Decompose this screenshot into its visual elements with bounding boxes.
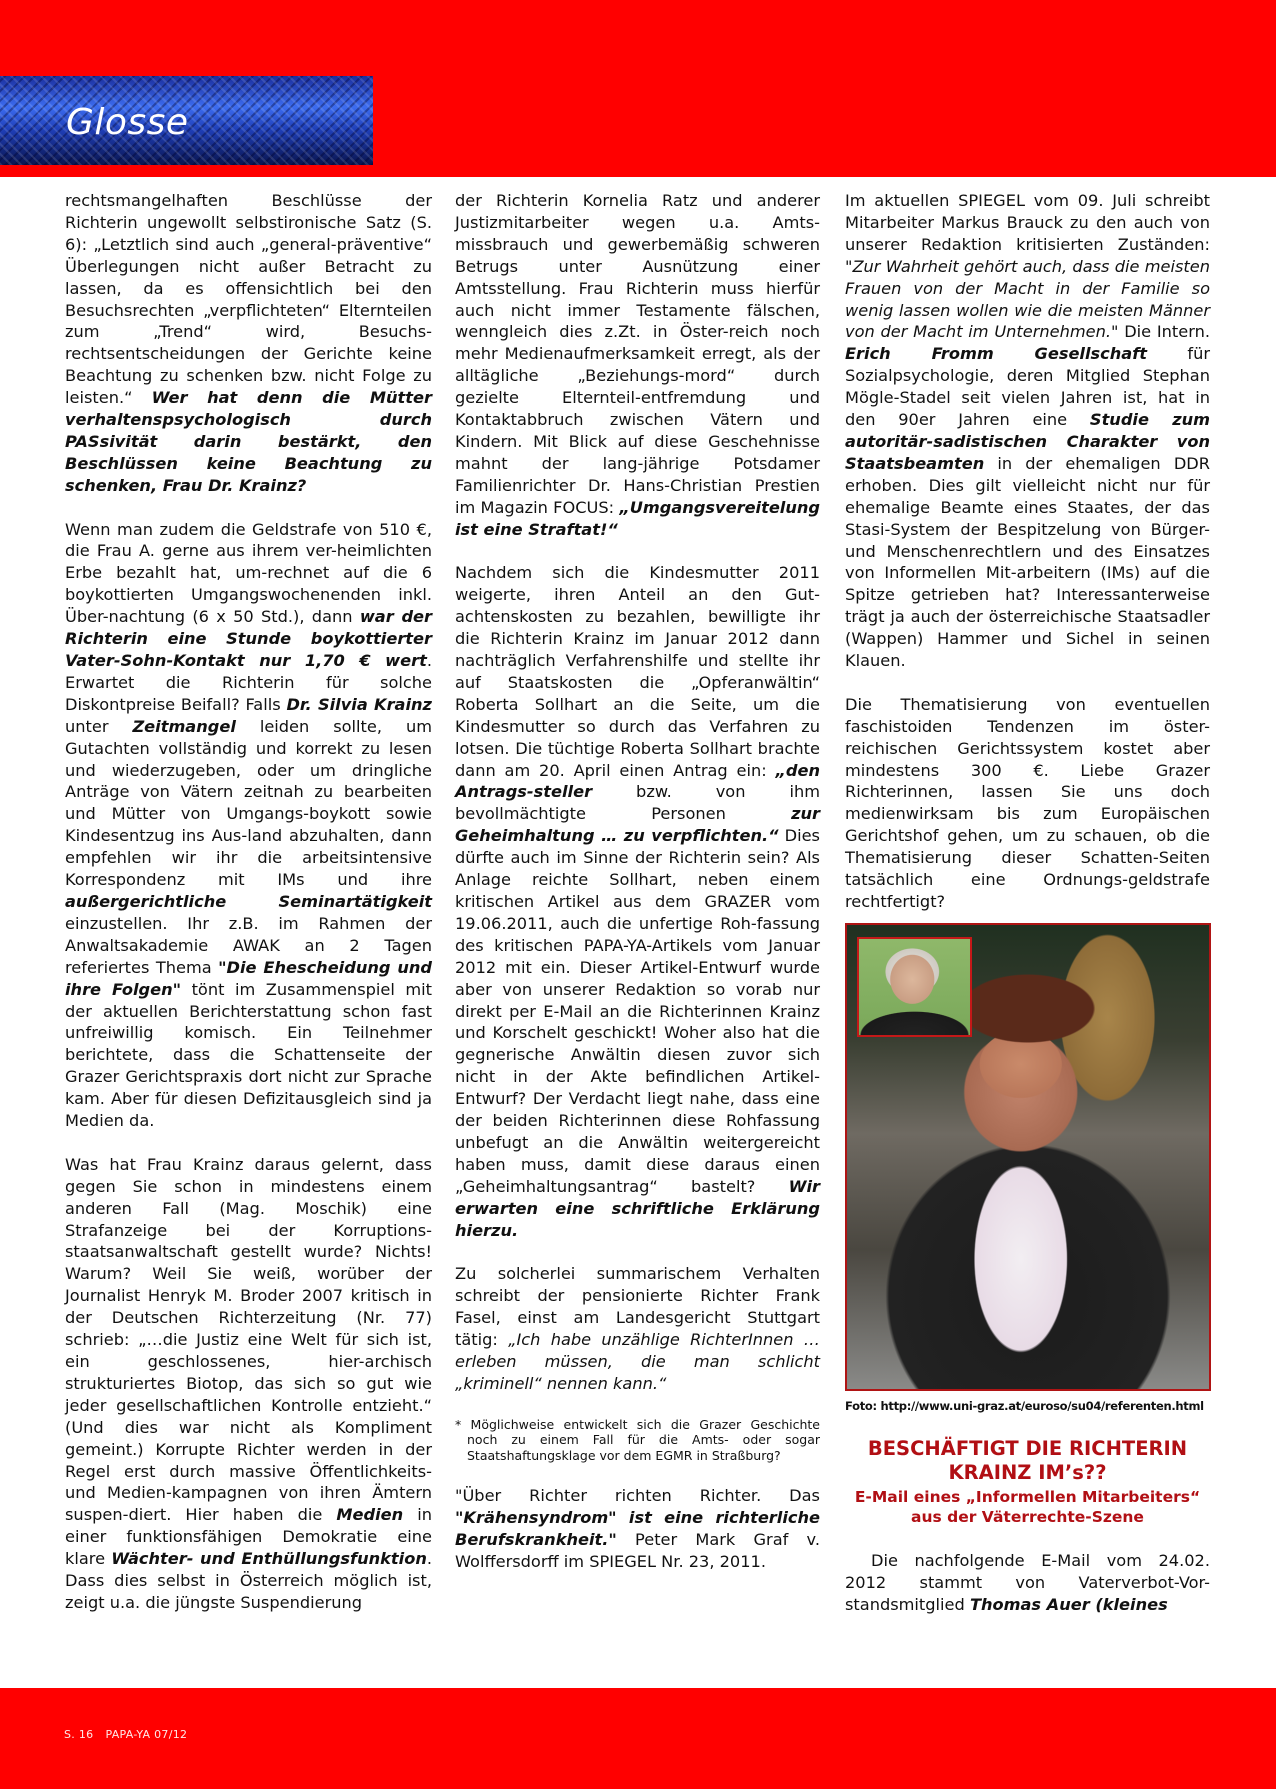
paragraph — [455, 562, 820, 1241]
text: Peter Mark Graf v. Wolffersdorff im SPIEGEL Nr. 23, 2011. — [455, 1530, 820, 1571]
paragraph — [455, 190, 820, 541]
paragraph — [65, 1154, 432, 1614]
text: leiden sollte, um Gutachten vollständig und korrekt zu lesen und wiederzugeben, oder um dringliche Anträge von Vätern zeitnah zu bearbeiten und Mütter von Umgangs-boykott sowie Kindesentzug ins Aus-land abzuhalten, dann empfehlen wir ihr die arbeitsintensive Korrespondenz mit IMs und ihre — [65, 716, 432, 890]
paragraph — [65, 190, 432, 497]
article-column-1 — [65, 190, 432, 1614]
text: tönt im Zusammenspiel mit der aktuellen Berichterstattung schon fast unfreiwillig komisch. Ein Teilnehmer berichtete, dass die Schattenseite der Grazer Gerichtspraxis dort nicht zur Sprache kam. Aber für diesen Defizitausgleich sind ja Medien da. — [65, 979, 432, 1131]
emphasis: Erich Fromm Gesellschaft — [845, 344, 1147, 364]
article-column-2 — [455, 190, 820, 1573]
paragraph — [65, 519, 432, 1132]
text: einzustellen. Ihr z.B. im Rahmen der Anwaltsakademie AWAK an 2 Tagen referiertes Thema — [65, 913, 432, 977]
text: Im aktuellen SPIEGEL vom 09. Juli schreibt Mitarbeiter Markus Brauck zu den auch von unserer Redaktion kritisierten Zuständen: — [845, 191, 1210, 254]
inset-photo-man — [857, 937, 972, 1037]
emphasis: Wer hat denn die Mütter verhaltenspsychologisch durch PASsivität darin bestärkt, den Beschlüssen keine Beachtung zu schenken, Frau Dr. Krainz? — [65, 388, 432, 495]
section-title: Glosse — [66, 102, 189, 143]
emphasis: „Umgangsvereitelung ist eine Straftat!“ — [455, 497, 820, 539]
photo-woman-at-cafe — [845, 923, 1211, 1391]
text: Die Intern. — [1118, 322, 1211, 342]
article-column-3 — [845, 190, 1210, 1616]
emphasis: "Die Ehescheidung und ihre Folgen" — [65, 957, 433, 999]
text: bzw. von ihm bevollmächtigte Personen — [455, 782, 820, 824]
quote: „Ich habe unzählige RichterInnen … erleben müssen, die man schlicht „kriminell“ nennen kann.“ — [455, 1330, 820, 1393]
quote: "Zur Wahrheit gehört auch, dass die meisten Frauen von der Macht in der Familie so wenig lassen wollen wie die meisten Männer von der Macht im Unternehmen." — [845, 256, 1210, 342]
section-banner — [0, 76, 373, 165]
text: Was hat Frau Krainz daraus gelernt, dass gegen Sie schon in mindestens einem anderen Fall (Mag. Moschik) eine Strafanzeige bei der Korruptions-staatsanwaltschaft gestellt wurde? Nichts! Warum? Weil Sie weiß, worüber der Journalist Henryk M. Broder 2007 kritisch in der Deutschen Richterzeitung (Nr. 77) schrieb: „…die Justiz eine Welt für sich ist, ein geschlossenes, hier-archisch strukturiertes Biotop, das sich so gut wie jeder gesellschaftlichen Kontrolle entzieht.“ (Und dies war nicht als Kompliment gemeint.) Korrupte Richter werden in der Regel erst durch massive Öffentlichkeits- und Medien-kampagnen von ihren Ämtern suspen-diert. Hier haben die — [65, 1154, 432, 1525]
page-number: S. 16 — [64, 1728, 94, 1741]
emphasis: Wir erwarten eine schriftliche Erklärung hierzu. — [455, 1176, 820, 1240]
pull-quote — [455, 1485, 820, 1573]
sidebar-headline-block — [845, 1437, 1210, 1528]
text: rechtsmangelhaften Beschlüsse der Richterin ungewollt selbstironische Satz (S. 6): „Letztlich sind auch „general-präventive“ Überlegungen nicht außer Betracht zu lassen, da es offensichtlich bei den Besuchsrechten „verpflichteten“ Elternteilen zum „Trend“ wird, Besuchs-rechtsentscheidungen der Gerichte keine Beachtung zu schenken bzw. nicht Folge zu leisten.“ — [65, 191, 432, 408]
text: "Über Richter richten Richter. Das — [455, 1486, 820, 1506]
emphasis: Medien — [336, 1505, 404, 1525]
emphasis: war der Richterin eine Stunde boykottierter Vater-Sohn-Kontakt nur 1,70 € wert — [65, 607, 433, 671]
text: in einer funktionsfähigen Demokratie eine klare — [65, 1505, 432, 1569]
photo-caption: Foto: http://www.uni-graz.at/euroso/su04/referenten.html — [845, 1398, 1204, 1413]
text: Dies dürfte auch im Sinne der Richterin sein? Als Anlage reichte Sollhart, neben einem kritischen Artikel aus dem GRAZER vom 19.06.2011, auch die unfertige Roh-fassung des kritischen PAPA-YA-Artikels vom Januar 2012 mit ein. Dieser Artikel-Entwurf wurde aber von unserer Redaktion so vorab nur direkt per E-Mail an die Richterinnen Krainz und Korschelt geschickt! Woher also hat die gegnerische Anwältin diesen zuvor sich nicht in der Akte befindlichen Artikel-Entwurf? Der Verdacht liegt nahe, dass eine der beiden Richterinnen diese Rohfassung unbefugt an die Anwältin weitergereicht haben muss, damit diese daraus einen „Geheimhaltungsantrag“ bastelt? — [455, 826, 820, 1196]
page-folio — [64, 1728, 187, 1741]
emphasis: "Krähensyndrom" ist eine richterliche Berufskrankheit." — [455, 1508, 820, 1550]
emphasis: zur Geheimhaltung … zu verpflichten.“ — [455, 804, 820, 846]
emphasis: Dr. Silvia Krainz — [286, 694, 432, 714]
emphasis: „den Antrags-steller — [455, 760, 820, 802]
issue-label: PAPA-YA 07/12 — [105, 1728, 188, 1741]
text: . Dass dies selbst in Österreich möglich ist, zeigt u.a. die jüngste Suspendierung — [65, 1549, 432, 1612]
footnote: * Möglichweise entwickelt sich die Grazer Geschichte noch zu einem Fall für die Amts- oder sogar Staatshaftungsklage vor dem EGMR in Straßburg? — [455, 1416, 820, 1463]
paragraph: Die Thematisierung von eventuellen faschistoiden Tendenzen im öster-reichischen Gerichtssystem kostet aber mindestens 300 €. Liebe Grazer Richterinnen, lassen Sie uns doch medienwirksam bis zum Europäischen Gerichtshof gehen, um zu schauen, ob die Thematisierung dieser Schatten-Seiten tatsächlich eine Ordnungs-geldstrafe rechtfertigt? — [845, 694, 1210, 911]
text: Die nachfolgende E-Mail vom 24.02. 2012 stammt von Vaterverbot-Vor-standsmitglied — [845, 1550, 1210, 1614]
text: . Erwartet die Richterin für solche Diskontpreise Beifall? Falls — [65, 651, 432, 714]
text: Zu solcherlei summarischem Verhalten schreibt der pensionierte Richter Frank Fasel, einst am Landesgericht Stuttgart tätig: — [455, 1264, 820, 1350]
emphasis: Thomas Auer (kleines — [969, 1594, 1168, 1614]
paragraph — [845, 190, 1210, 672]
emphasis: Wächter- und Enthüllungsfunktion — [111, 1549, 427, 1569]
text: unter — [65, 716, 133, 736]
emphasis: Zeitmangel — [132, 716, 236, 736]
emphasis: Studie zum autoritär-sadistischen Charakter von Staatsbeamten — [845, 410, 1211, 473]
text: für Sozialpsychologie, deren Mitglied Stephan Mögle-Stadel seit vielen Jahren ist, hat in den 90er Jahren eine — [845, 344, 1210, 430]
footer-band — [0, 1688, 1276, 1789]
text: Wenn man zudem die Geldstrafe von 510 €, die Frau A. gerne aus ihrem ver-heimlichten Erbe bezahlt hat, um-rechnet auf die 6 boykottierten Umgangswochenenden inkl. Über-nachtung (6 x 50 Std.), dann — [65, 519, 432, 627]
sidebar-subheadline: E-Mail eines „Informellen Mitarbeiters“ aus der Väterrechte-Szene — [854, 1487, 1201, 1527]
sidebar-headline: BESCHÄFTIGT DIE RICHTERIN KRAINZ IM’s?? — [867, 1436, 1188, 1484]
text: Nachdem sich die Kindesmutter 2011 weigerte, ihren Anteil an den Gut-achtenskosten zu bezahlen, bewilligte ihr die Richterin Krainz im Januar 2012 dann nachträglich Verfahrenshilfe und stellte ihr auf Staatskosten die „Opferanwältin“ Roberta Sollhart an die Seite, um die Kindesmutter so durch das Verfahren zu lotsen. Die tüchtige Roberta Sollhart brachte dann am 20. April einen Antrag ein: — [455, 563, 820, 780]
text: in der ehemaligen DDR erhoben. Dies gilt vielleicht nicht nur für ehemalige Beamte eines Staates, der das Stasi-System der Bespitzelung von Bürger- und Menschenrechtlern und des Einsatzes von Informellen Mit-arbeitern (IMs) auf die Spitze getrieben hat? Interessanterweise trägt ja auch der österreichische Staatsadler (Wappen) Hammer und Sichel in seinen Klauen. — [845, 453, 1210, 671]
emphasis: außergerichtliche Seminartätigkeit — [65, 891, 432, 911]
paragraph — [455, 1263, 820, 1394]
text: der Richterin Kornelia Ratz und anderer Justizmitarbeiter wegen u.a. Amts-missbrauch und gewerbemäßig schweren Betrugs unter Ausnützung einer Amtsstellung. Frau Richterin muss hierfür auch nicht immer Testamente fälschen, wenngleich dies z.Zt. in Öster-reich noch mehr Medienaufmerksamkeit erregt, als der alltägliche „Beziehungs-mord“ durch gezielte Elternteil-entfremdung und Kontaktabbruch zwischen Vätern und Kindern. Mit Blick auf diese Geschehnisse mahnt der lang-jährige Potsdamer Familienrichter Dr. Hans-Christian Prestien im Magazin FOCUS: — [455, 191, 820, 517]
email-intro-paragraph — [845, 1550, 1210, 1616]
